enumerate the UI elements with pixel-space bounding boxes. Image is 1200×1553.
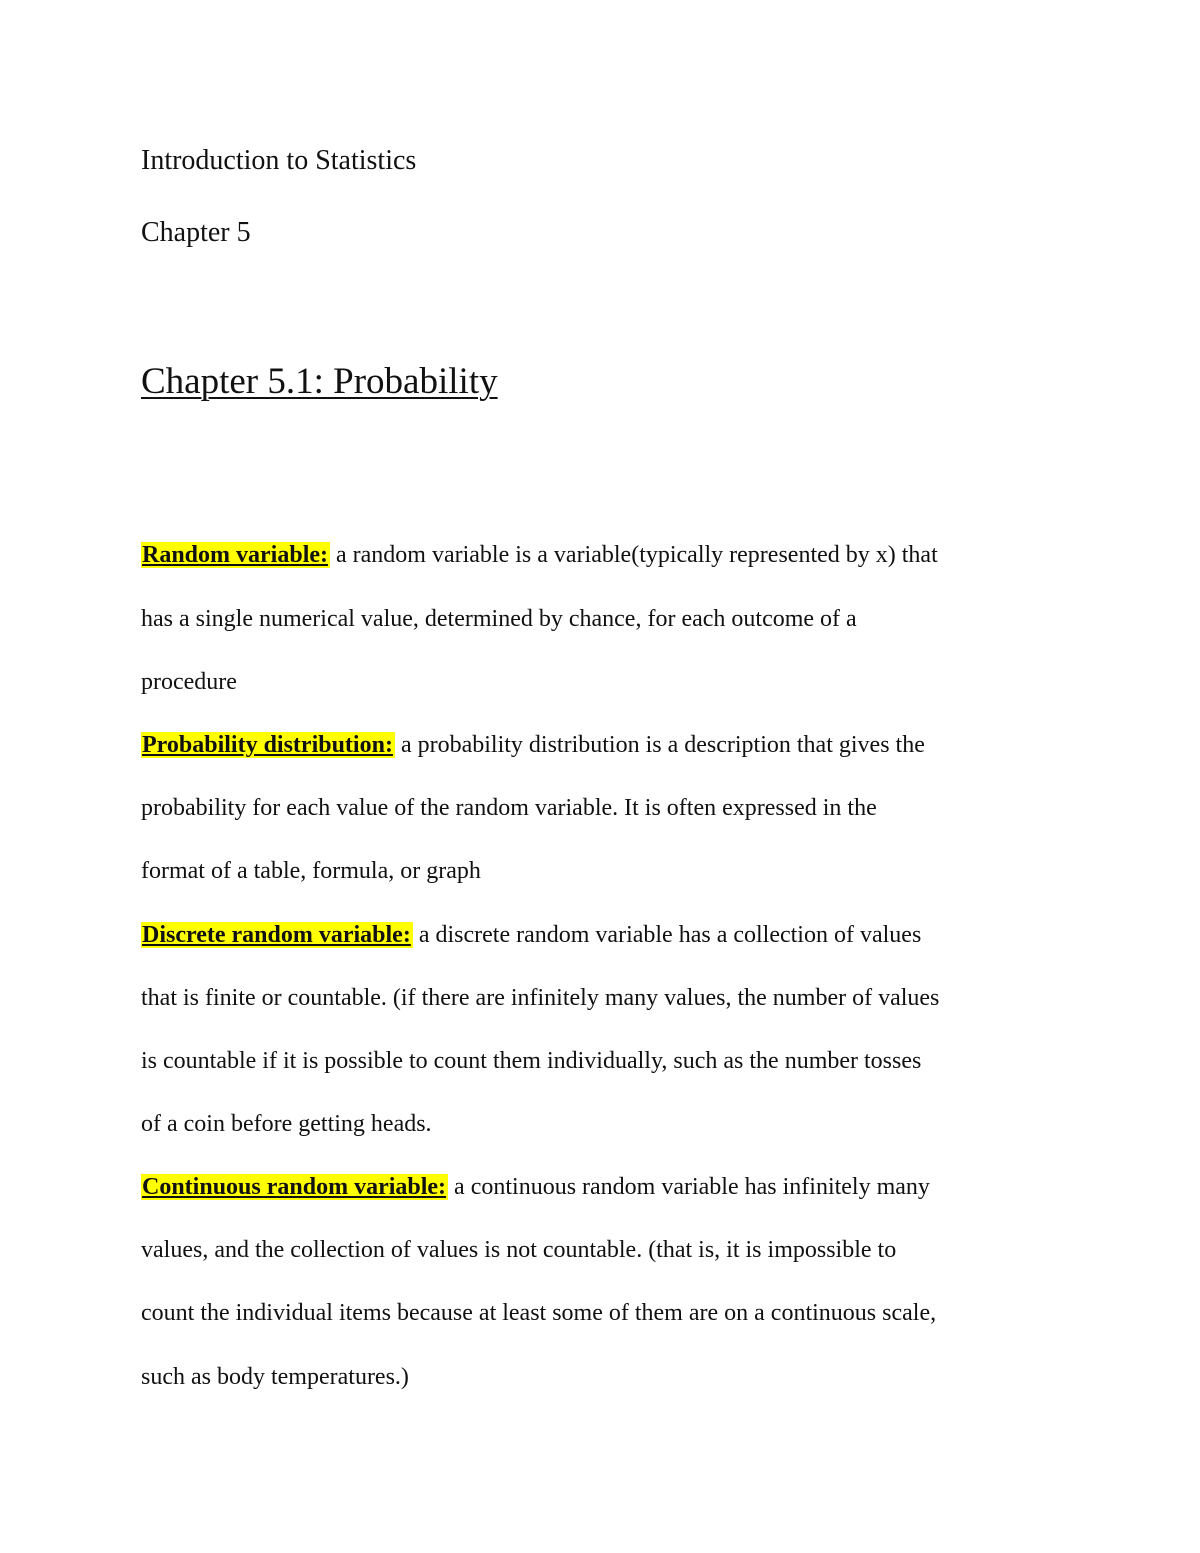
- course-title: Introduction to Statistics: [141, 145, 417, 176]
- definition-text: a probability distribution is a description that gives the: [394, 732, 925, 758]
- definition-random-variable-line-3: procedure: [141, 669, 237, 695]
- term-random-variable: Random variable:: [142, 542, 328, 568]
- definition-discrete-random-variable-line-3: is countable if it is possible to count them individually, such as the number tosses: [141, 1048, 922, 1074]
- definition-text: a continuous random variable has infinitely many: [448, 1174, 930, 1200]
- definition-probability-distribution-line-3: format of a table, formula, or graph: [141, 858, 481, 884]
- definition-continuous-random-variable-line-1: [141, 1172, 930, 1202]
- chapter-label: Chapter 5: [141, 217, 251, 248]
- definition-continuous-random-variable-line-3: count the individual items because at least some of them are on a continuous scale,: [141, 1300, 937, 1326]
- definition-text: a random variable is a variable(typically represented by x) that: [330, 542, 938, 568]
- definition-text: a discrete random variable has a collection of values: [412, 922, 922, 948]
- definition-continuous-random-variable-line-2: values, and the collection of values is not countable. (that is, it is impossible to: [141, 1237, 897, 1263]
- definition-continuous-random-variable-line-4: such as body temperatures.): [141, 1364, 409, 1390]
- definition-probability-distribution-line-1: [141, 730, 925, 760]
- definition-discrete-random-variable-line-1: [141, 920, 921, 950]
- definition-random-variable-line-1: [141, 540, 938, 570]
- definition-random-variable-line-2: has a single numerical value, determined by chance, for each outcome of a: [141, 606, 857, 632]
- definition-discrete-random-variable-line-2: that is finite or countable. (if there are infinitely many values, the number of values: [141, 985, 940, 1011]
- term-discrete-random-variable: Discrete random variable:: [142, 922, 411, 948]
- section-heading: Chapter 5.1: Probability: [141, 361, 498, 402]
- term-probability-distribution: Probability distribution:: [142, 732, 393, 758]
- term-continuous-random-variable: Continuous random variable:: [142, 1174, 447, 1200]
- definition-probability-distribution-line-2: probability for each value of the random variable. It is often expressed in the: [141, 795, 877, 821]
- definition-discrete-random-variable-line-4: of a coin before getting heads.: [141, 1111, 432, 1137]
